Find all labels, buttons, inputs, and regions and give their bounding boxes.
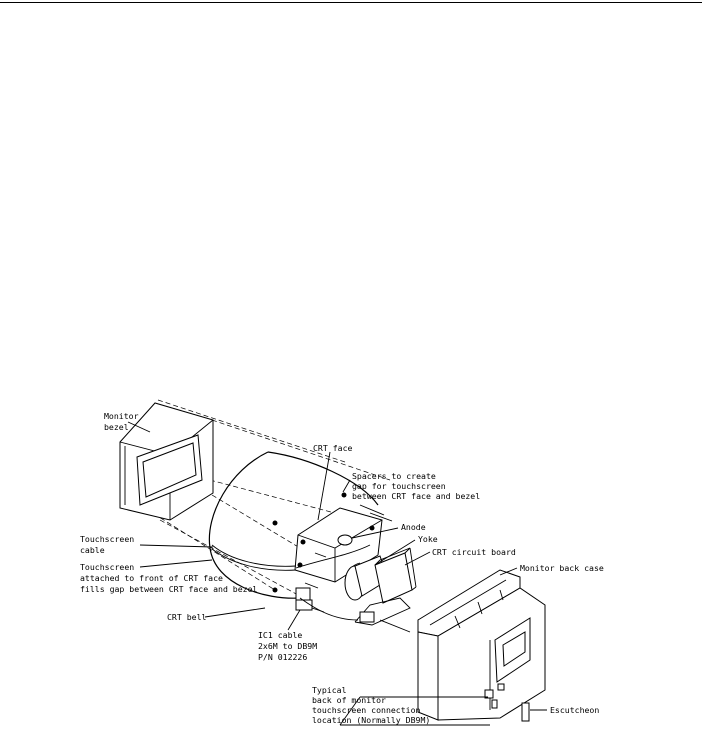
label-touchscreen-cable-2: cable <box>80 545 105 555</box>
monitor-back-case <box>418 570 545 721</box>
label-spacers-1: Spacers to create <box>352 471 436 481</box>
label-typical-back-4: location (Normally DB9M) <box>312 715 431 725</box>
label-monitor-bezel-2: bezel <box>104 422 129 432</box>
label-touchscreen-cable-1: Touchscreen <box>80 534 135 544</box>
label-spacers-2: gap for touchscreen <box>352 481 446 491</box>
label-yoke: Yoke <box>418 534 438 544</box>
label-touchscreen-attached-2: attached to front of CRT face <box>80 573 223 583</box>
label-typical-back-3: touchscreen connection <box>312 705 421 715</box>
label-ic1-cable-2: 2x6M to DB9M <box>258 641 318 651</box>
label-crt-bell: CRT bell <box>167 612 207 622</box>
label-typical-back-1: Typical <box>312 685 347 695</box>
label-crt-circuit-board: CRT circuit board <box>432 547 516 557</box>
label-spacers-3: between CRT face and bezel <box>352 491 481 501</box>
label-typical-back-2: back of monitor <box>312 695 386 705</box>
label-ic1-cable-3: P/N 012226 <box>258 652 308 662</box>
label-anode: Anode <box>401 522 426 532</box>
label-escutcheon: Escutcheon <box>550 705 600 715</box>
label-monitor-back-case: Monitor back case <box>520 563 604 573</box>
label-touchscreen-attached-1: Touchscreen <box>80 562 135 572</box>
label-monitor-bezel-1: Monitor <box>104 411 139 421</box>
label-touchscreen-attached-3: fills gap between CRT face and bezel <box>80 584 258 594</box>
label-crt-face: CRT face <box>313 443 353 453</box>
label-ic1-cable-1: IC1 cable <box>258 630 303 640</box>
